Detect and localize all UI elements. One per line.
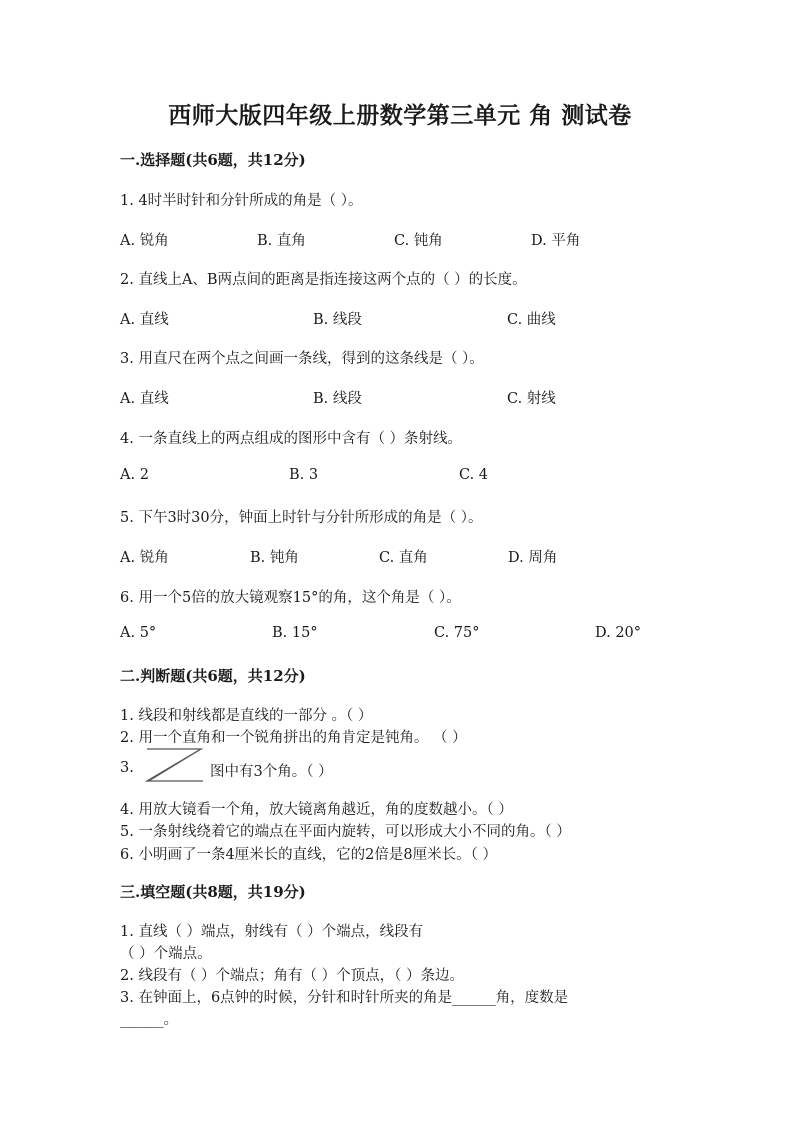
question-text: 1. 直线（ ）端点，射线有（ ）个端点，线段有 [120,924,424,940]
question-text: 6. 用一个5倍的放大镜观察15°的角，这个角是（ ）。 [120,590,461,606]
question-text: 5. 一条射线绕着它的端点在平面内旋转，可以形成大小不同的角。（ ） [120,824,571,840]
section-heading-true-false: 二.判断题(共6题，共12分) [120,667,306,685]
question-text: （ ）个端点。 [120,946,212,962]
option: C. 直角 [379,550,428,566]
option: C. 曲线 [507,312,556,328]
question-text: 4. 一条直线上的两点组成的图形中含有（ ）条射线。 [120,431,463,447]
option: A. 2 [120,467,149,483]
section-heading-choice: 一.选择题(共6题，共12分) [120,151,306,169]
option: A. 锐角 [120,550,169,566]
question-text: ______。 [120,1012,178,1028]
question-text: 4. 用放大镜看一个角，放大镜离角越近，角的度数越小。（ ） [120,802,513,818]
angle-figure [143,747,205,785]
option: B. 3 [289,467,319,483]
option: B. 直角 [257,233,306,249]
option: D. 20° [595,625,642,641]
question-text: 2. 直线上A、B两点间的距离是指连接这两个点的（ ）的长度。 [120,272,527,288]
question-text: 5. 下午3时30分，钟面上时针与分针所形成的角是（ ）。 [120,510,483,526]
option: D. 平角 [531,233,581,249]
option: A. 直线 [120,312,169,328]
option: B. 钝角 [250,550,299,566]
question-text: 图中有3个角。（ ） [210,764,333,780]
option: B. 线段 [313,391,362,407]
option: B. 15° [272,625,318,641]
question-text: 1. 线段和射线都是直线的一部分 。（ ） [120,708,373,724]
question-text: 3. 在钟面上，6点钟的时候，分针和时针所夹的角是______角，度数是 [120,990,569,1006]
option: C. 75° [434,625,480,641]
option: B. 线段 [313,312,362,328]
section-heading-fill-in: 三.填空题(共8题，共19分) [120,883,306,901]
option: A. 锐角 [120,233,169,249]
question-text: 2. 用一个直角和一个锐角拼出的角肯定是钝角。 （ ） [120,730,467,746]
page-title: 西师大版四年级上册数学第三单元 角 测试卷 [168,102,632,129]
option: C. 4 [459,467,489,483]
option: A. 5° [120,625,157,641]
question-text: 2. 线段有（ ）个端点；角有（ ）个顶点，（ ）条边。 [120,968,465,984]
question-text: 1. 4时半时针和分针所成的角是（ ）。 [120,193,363,209]
option: D. 周角 [508,550,558,566]
question-number: 3. [120,760,134,776]
option: A. 直线 [120,391,169,407]
question-text: 3. 用直尺在两个点之间画一条线，得到的这条线是（ ）。 [120,351,484,367]
option: C. 射线 [507,391,556,407]
option: C. 钝角 [394,233,443,249]
question-text: 6. 小明画了一条4厘米长的直线，它的2倍是8厘米长。（ ） [120,847,497,863]
